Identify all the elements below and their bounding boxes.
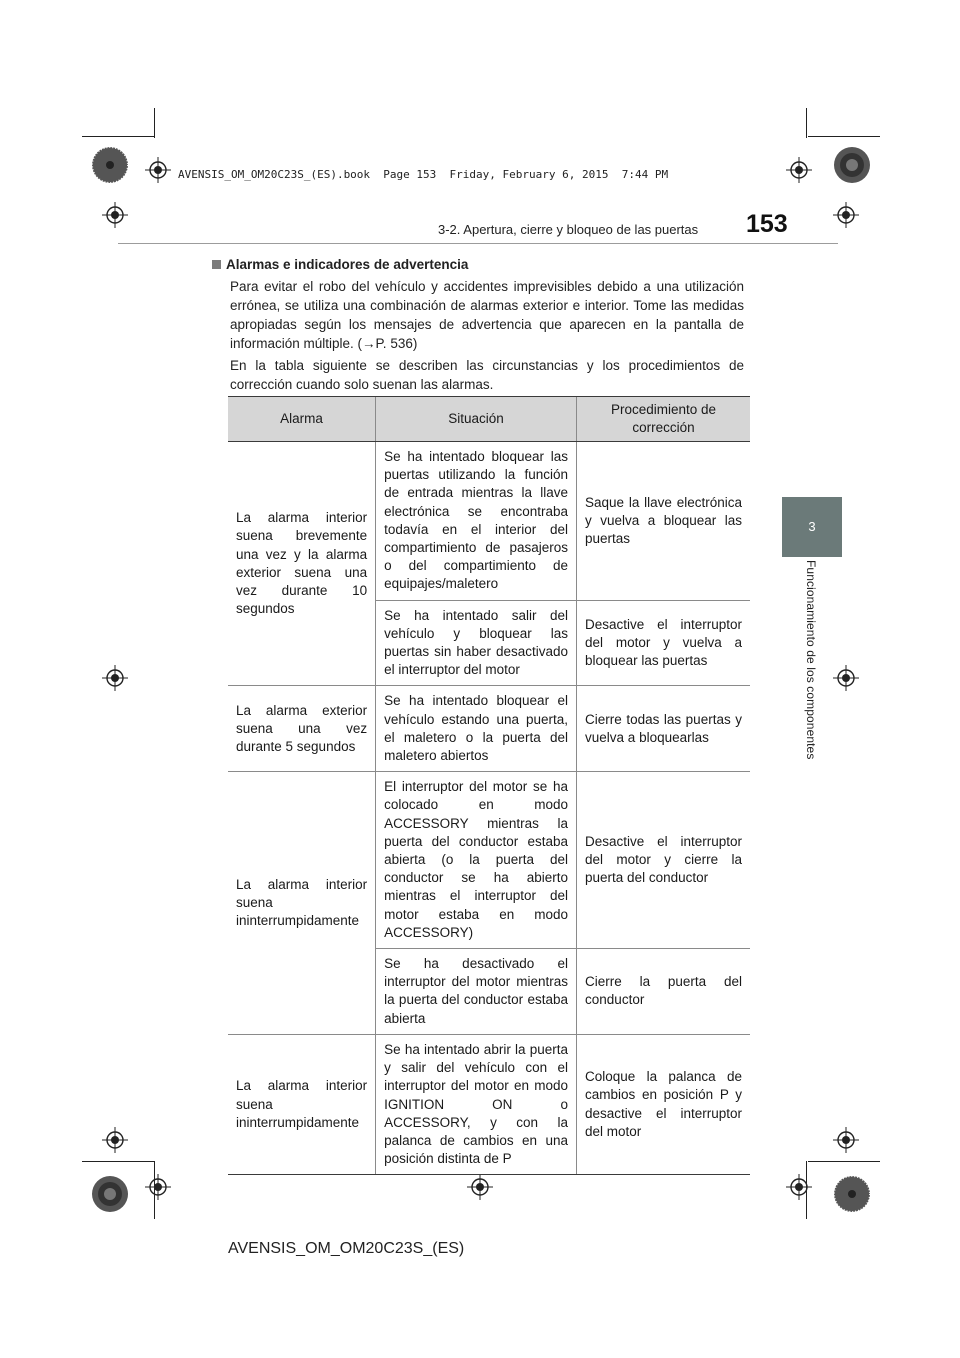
alarm-cell: La alarma interior suena brevemente una vez y la alarma exterior suena una vez durante 10 segundos (228, 442, 376, 686)
table-intro-paragraph: En la tabla siguiente se describen las circunstancias y los procedimientos de corrección cuando solo suenan las alarmas. (230, 358, 744, 392)
situation-cell: Se ha intentado salir del vehículo y bloquear las puertas sin haber desactivado el interruptor del motor (376, 600, 577, 686)
crop-line (154, 1161, 155, 1219)
registration-mark-icon (102, 665, 128, 691)
procedure-cell: Coloque la palanca de cambios en posición P y desactive el interruptor del motor (577, 1034, 750, 1174)
table-header-row (228, 397, 750, 442)
header-rule (118, 243, 838, 244)
print-info: AVENSIS_OM_OM20C23S_(ES).book Page 153 Friday, February 6, 2015 7:44 PM (178, 168, 669, 181)
crop-line (808, 1161, 880, 1162)
procedure-cell: Saque la llave electrónica y vuelva a bloquear las puertas (577, 442, 750, 601)
intro-paragraph: Para evitar el robo del vehículo y accidentes imprevisibles debido a una utilización errónea, se utiliza una combinación de alarmas exterior e interior. Tome las medidas apropiadas según los mensajes de advertencia que aparecen en la pantalla de información múltiple. (→P. 536) (230, 279, 744, 351)
registration-mark-icon (102, 1127, 128, 1153)
section-title: 3-2. Apertura, cierre y bloqueo de las puertas (438, 222, 699, 237)
registration-mark-icon (833, 1127, 859, 1153)
crop-line (82, 136, 154, 137)
table-row (228, 442, 750, 601)
registration-mark-icon (833, 202, 859, 228)
registration-mark-icon (145, 157, 171, 183)
crop-line (154, 108, 155, 138)
procedure-cell: Cierre la puerta del conductor (577, 949, 750, 1035)
table-row (228, 1034, 750, 1174)
color-dial-icon (90, 1174, 130, 1214)
column-header-procedure: Procedimiento de corrección (577, 397, 750, 442)
situation-cell: Se ha desactivado el interruptor del motor mientras la puerta del conductor estaba abierta (376, 949, 577, 1035)
chapter-tab: 3 (782, 497, 842, 557)
registration-mark-icon (467, 1174, 493, 1200)
situation-cell: Se ha intentado bloquear el vehículo estando una puerta, el maletero o la puerta del maletero abiertos (376, 686, 577, 772)
color-dial-icon (90, 145, 130, 185)
alarm-table (228, 396, 750, 1175)
situation-cell: Se ha intentado bloquear las puertas utilizando la función de entrada mientras la llave electrónica se encontraba todavía en el interior del compartimiento de pasajeros o del compartimiento de equipajes/maletero (376, 442, 577, 601)
procedure-cell: Desactive el interruptor del motor y cierre la puerta del conductor (577, 772, 750, 949)
situation-cell: El interruptor del motor se ha colocado en modo ACCESSORY mientras la puerta del conductor estaba abierta (o la puerta del conductor se ha abierto mientras el interruptor del motor estaba en modo ACCESSORY) (376, 772, 577, 949)
page-number: 153 (746, 210, 788, 238)
crop-line (806, 108, 807, 138)
procedure-cell: Desactive el interruptor del motor y vuelva a bloquear las puertas (577, 600, 750, 686)
color-dial-icon (832, 145, 872, 185)
registration-mark-icon (833, 665, 859, 691)
alarm-cell: La alarma exterior suena una vez durante 5 segundos (228, 686, 376, 772)
column-header-situation: Situación (376, 397, 577, 442)
registration-mark-icon (102, 202, 128, 228)
crop-line (808, 136, 880, 137)
document-code: AVENSIS_OM_OM20C23S_(ES) (228, 1240, 465, 1257)
color-dial-icon (832, 1174, 872, 1214)
subsection-heading (212, 257, 468, 272)
registration-mark-icon (786, 157, 812, 183)
square-bullet-icon (212, 260, 221, 269)
situation-cell: Se ha intentado abrir la puerta y salir del vehículo con el interruptor del motor en modo IGNITION ON o ACCESSORY, y con la palanca de cambios en una posición distinta de P (376, 1034, 577, 1174)
crop-line (806, 1161, 807, 1219)
table-row (228, 686, 750, 772)
procedure-cell: Cierre todas las puertas y vuelva a bloquearlas (577, 686, 750, 772)
registration-mark-icon (145, 1174, 171, 1200)
alarm-cell: La alarma interior suena ininterrumpidamente (228, 772, 376, 1035)
column-header-alarm: Alarma (228, 397, 376, 442)
alarm-cell: La alarma interior suena ininterrumpidamente (228, 1034, 376, 1174)
chapter-title: Funcionamiento de los componentes (804, 560, 818, 760)
subsection-heading-text: Alarmas e indicadores de advertencia (226, 257, 469, 272)
table-row (228, 772, 750, 949)
crop-line (82, 1161, 154, 1162)
registration-mark-icon (786, 1174, 812, 1200)
